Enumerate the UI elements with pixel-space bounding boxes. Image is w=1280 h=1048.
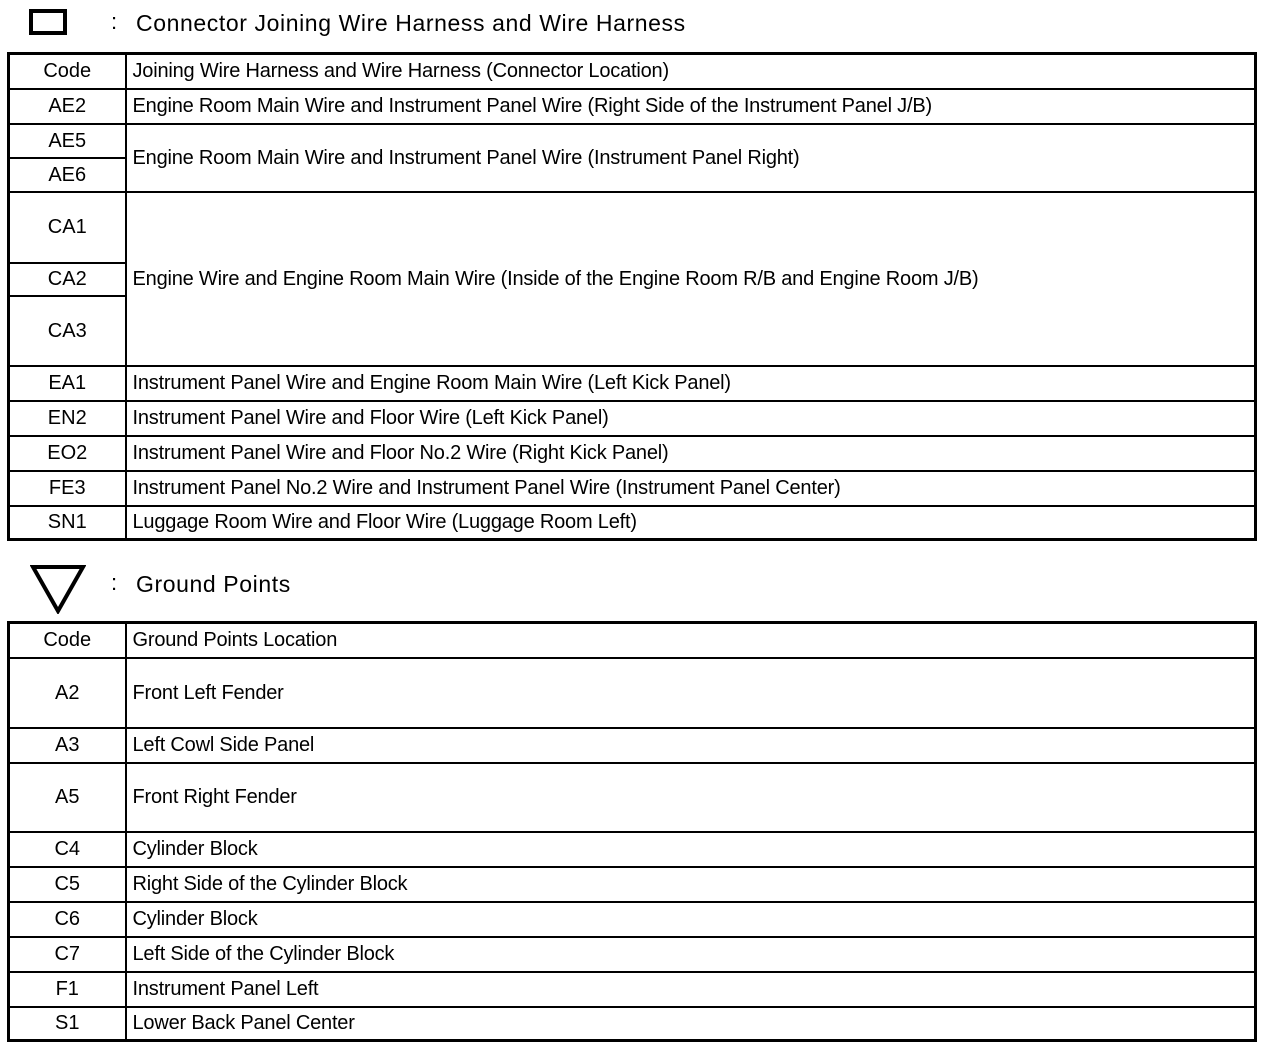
connector-section-colon: : bbox=[111, 9, 118, 34]
connector-code: EO2 bbox=[9, 436, 126, 471]
table-row bbox=[9, 436, 1256, 471]
connector-location: Engine Room Main Wire and Instrument Panel Wire (Instrument Panel Right) bbox=[126, 124, 1256, 192]
table-row bbox=[9, 728, 1256, 763]
ground-code: C6 bbox=[9, 902, 126, 937]
table-row bbox=[9, 192, 1256, 263]
table-row bbox=[9, 366, 1256, 401]
connector-location-header: Joining Wire Harness and Wire Harness (Connector Location) bbox=[126, 54, 1256, 89]
ground-code: A3 bbox=[9, 728, 126, 763]
table-row bbox=[9, 471, 1256, 506]
connector-code: CA1 bbox=[9, 192, 126, 263]
table-row bbox=[9, 401, 1256, 436]
connector-location: Instrument Panel Wire and Floor No.2 Wire (Right Kick Panel) bbox=[126, 436, 1256, 471]
ground-location: Cylinder Block bbox=[126, 832, 1256, 867]
connector-table-header-row bbox=[9, 54, 1256, 89]
table-row bbox=[9, 89, 1256, 124]
table-row bbox=[9, 972, 1256, 1007]
connector-code: CA3 bbox=[9, 296, 126, 366]
table-row bbox=[9, 506, 1256, 540]
table-row bbox=[9, 658, 1256, 728]
ground-code: S1 bbox=[9, 1007, 126, 1041]
connector-location: Engine Room Main Wire and Instrument Panel Wire (Right Side of the Instrument Panel J/B) bbox=[126, 89, 1256, 124]
ground-location: Front Left Fender bbox=[126, 658, 1256, 728]
connector-section-header bbox=[0, 0, 1280, 44]
connector-section-title: Connector Joining Wire Harness and Wire Harness bbox=[136, 10, 686, 36]
table-row bbox=[9, 902, 1256, 937]
connector-code: AE5 bbox=[9, 124, 126, 158]
ground-location: Left Side of the Cylinder Block bbox=[126, 937, 1256, 972]
connector-code: SN1 bbox=[9, 506, 126, 540]
connector-code: EA1 bbox=[9, 366, 126, 401]
table-row bbox=[9, 867, 1256, 902]
ground-location: Front Right Fender bbox=[126, 763, 1256, 832]
connector-code-header: Code bbox=[9, 54, 126, 89]
ground-location: Lower Back Panel Center bbox=[126, 1007, 1256, 1041]
ground-table bbox=[7, 621, 1257, 1042]
connector-code: FE3 bbox=[9, 471, 126, 506]
connector-location: Engine Wire and Engine Room Main Wire (Inside of the Engine Room R/B and Engine Room J/B) bbox=[126, 192, 1256, 366]
table-row bbox=[9, 937, 1256, 972]
connector-location: Instrument Panel No.2 Wire and Instrument Panel Wire (Instrument Panel Center) bbox=[126, 471, 1256, 506]
ground-location: Left Cowl Side Panel bbox=[126, 728, 1256, 763]
table-row bbox=[9, 763, 1256, 832]
ground-section-title: Ground Points bbox=[136, 571, 291, 597]
table-row bbox=[9, 124, 1256, 158]
ground-location: Cylinder Block bbox=[126, 902, 1256, 937]
ground-code: F1 bbox=[9, 972, 126, 1007]
connector-code: CA2 bbox=[9, 263, 126, 296]
ground-code-header: Code bbox=[9, 623, 126, 658]
ground-code: A2 bbox=[9, 658, 126, 728]
ground-code: A5 bbox=[9, 763, 126, 832]
ground-section-colon: : bbox=[111, 570, 118, 595]
ground-section-header bbox=[0, 560, 1280, 604]
ground-code: C7 bbox=[9, 937, 126, 972]
connector-location: Instrument Panel Wire and Engine Room Main Wire (Left Kick Panel) bbox=[126, 366, 1256, 401]
ground-location: Right Side of the Cylinder Block bbox=[126, 867, 1256, 902]
ground-code: C4 bbox=[9, 832, 126, 867]
ground-table-header-row bbox=[9, 623, 1256, 658]
table-row bbox=[9, 832, 1256, 867]
connector-code: AE6 bbox=[9, 158, 126, 192]
connector-location: Luggage Room Wire and Floor Wire (Luggage Room Left) bbox=[126, 506, 1256, 540]
ground-code: C5 bbox=[9, 867, 126, 902]
down-triangle-symbol-icon bbox=[30, 564, 86, 614]
connector-location: Instrument Panel Wire and Floor Wire (Left Kick Panel) bbox=[126, 401, 1256, 436]
connector-code: EN2 bbox=[9, 401, 126, 436]
connector-code: AE2 bbox=[9, 89, 126, 124]
square-symbol-icon bbox=[29, 9, 67, 35]
ground-location: Instrument Panel Left bbox=[126, 972, 1256, 1007]
table-row bbox=[9, 1007, 1256, 1041]
ground-location-header: Ground Points Location bbox=[126, 623, 1256, 658]
connector-table bbox=[7, 52, 1257, 541]
